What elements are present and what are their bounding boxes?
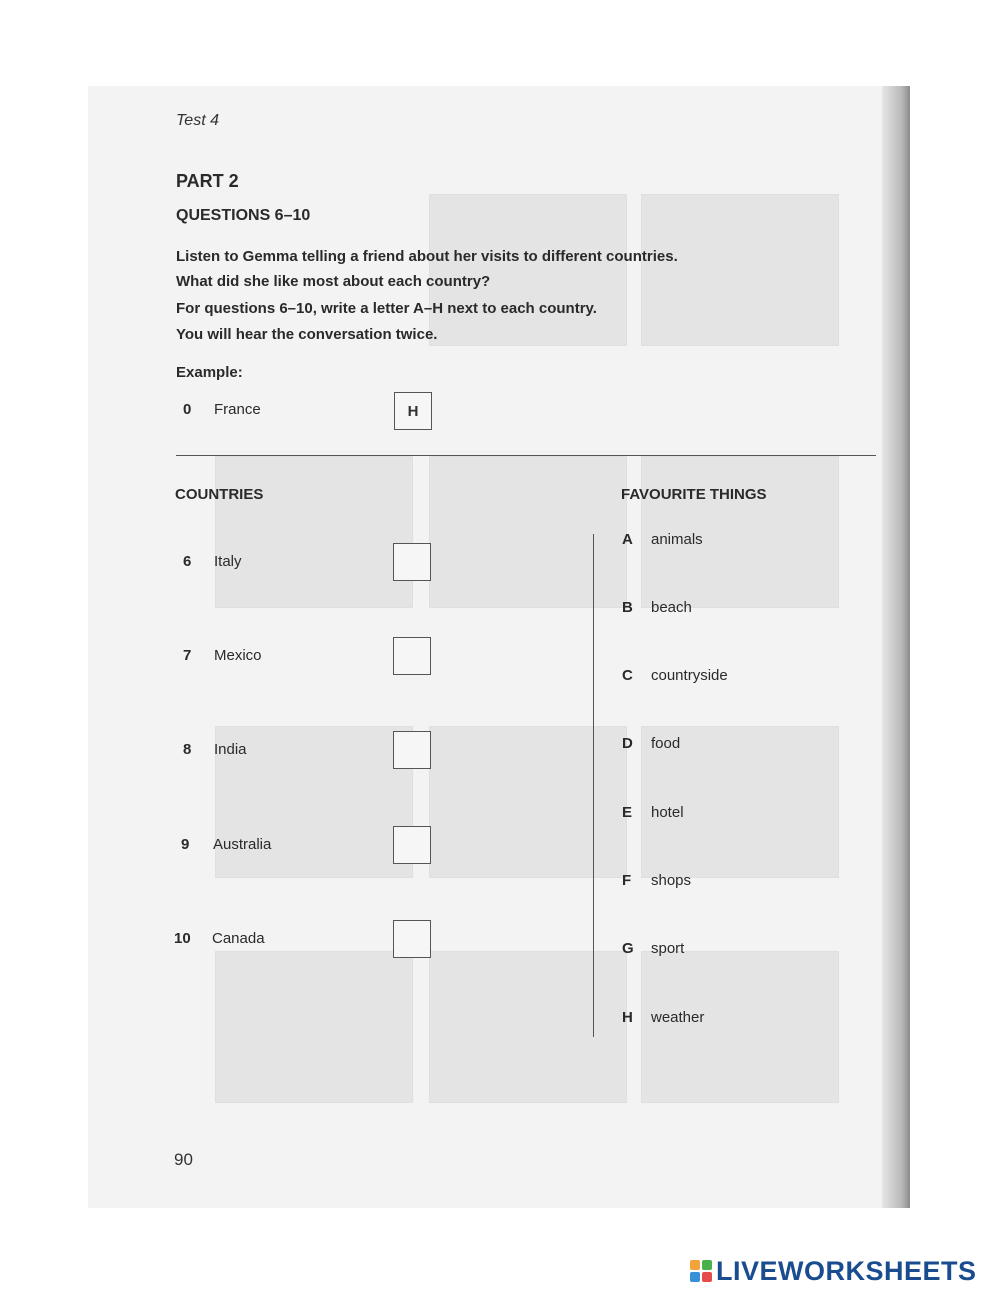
question-number: 6 xyxy=(183,553,192,570)
option-letter: C xyxy=(622,667,633,684)
option-label: weather xyxy=(651,1009,705,1026)
show-through-image xyxy=(429,194,627,346)
country-name: Italy xyxy=(214,553,242,570)
example-answer-box: H xyxy=(394,392,432,430)
option-letter: B xyxy=(622,599,633,616)
answer-input-india[interactable] xyxy=(393,731,431,769)
answer-input-canada[interactable] xyxy=(393,920,431,958)
question-number: 10 xyxy=(174,930,191,947)
instruction-line: For questions 6–10, write a letter A–H next to each country. xyxy=(176,300,597,317)
book-spine-shadow xyxy=(882,86,910,1208)
column-separator xyxy=(593,534,594,1037)
instruction-line: Listen to Gemma telling a friend about her visits to different countries. xyxy=(176,248,678,265)
show-through-image xyxy=(429,726,627,878)
show-through-image xyxy=(215,456,413,608)
option-letter: A xyxy=(622,531,633,548)
question-number: 8 xyxy=(183,741,192,758)
option-letter: H xyxy=(622,1009,633,1026)
show-through-image xyxy=(215,951,413,1103)
show-through-image xyxy=(429,456,627,608)
answer-input-australia[interactable] xyxy=(393,826,431,864)
option-letter: E xyxy=(622,804,633,821)
example-number: 0 xyxy=(183,401,192,418)
example-country: France xyxy=(214,401,261,418)
liveworksheets-brand xyxy=(690,1254,977,1288)
country-name: Australia xyxy=(213,836,272,853)
countries-title: COUNTRIES xyxy=(175,486,264,503)
question-number: 9 xyxy=(181,836,190,853)
section-divider xyxy=(176,455,876,456)
country-name: Mexico xyxy=(214,647,262,664)
answer-input-mexico[interactable] xyxy=(393,637,431,675)
country-name: India xyxy=(214,741,247,758)
page-number: 90 xyxy=(174,1150,193,1169)
option-label: shops xyxy=(651,872,692,889)
brand-name: LIVEWORKSHEETS xyxy=(716,1255,977,1286)
option-label: animals xyxy=(651,531,703,548)
part-title: PART 2 xyxy=(176,171,239,191)
favourite-things-title: FAVOURITE THINGS xyxy=(621,486,767,503)
option-label: beach xyxy=(651,599,692,616)
option-label: hotel xyxy=(651,804,684,821)
answer-input-italy[interactable] xyxy=(393,543,431,581)
option-label: sport xyxy=(651,940,685,957)
show-through-image xyxy=(641,194,839,346)
test-label: Test 4 xyxy=(176,112,219,129)
show-through-image xyxy=(429,951,627,1103)
show-through-image xyxy=(641,951,839,1103)
option-label: food xyxy=(651,735,681,752)
option-letter: G xyxy=(622,940,634,957)
option-letter: D xyxy=(622,735,633,752)
instruction-line: You will hear the conversation twice. xyxy=(176,326,438,343)
option-letter: F xyxy=(622,872,632,889)
questions-title: QUESTIONS 6–10 xyxy=(176,207,311,224)
option-label: countryside xyxy=(651,667,728,684)
liveworksheets-logo-icon xyxy=(690,1260,712,1282)
example-label: Example: xyxy=(176,364,243,381)
country-name: Canada xyxy=(212,930,265,947)
question-number: 7 xyxy=(183,647,192,664)
instruction-line: What did she like most about each country? xyxy=(176,273,491,290)
